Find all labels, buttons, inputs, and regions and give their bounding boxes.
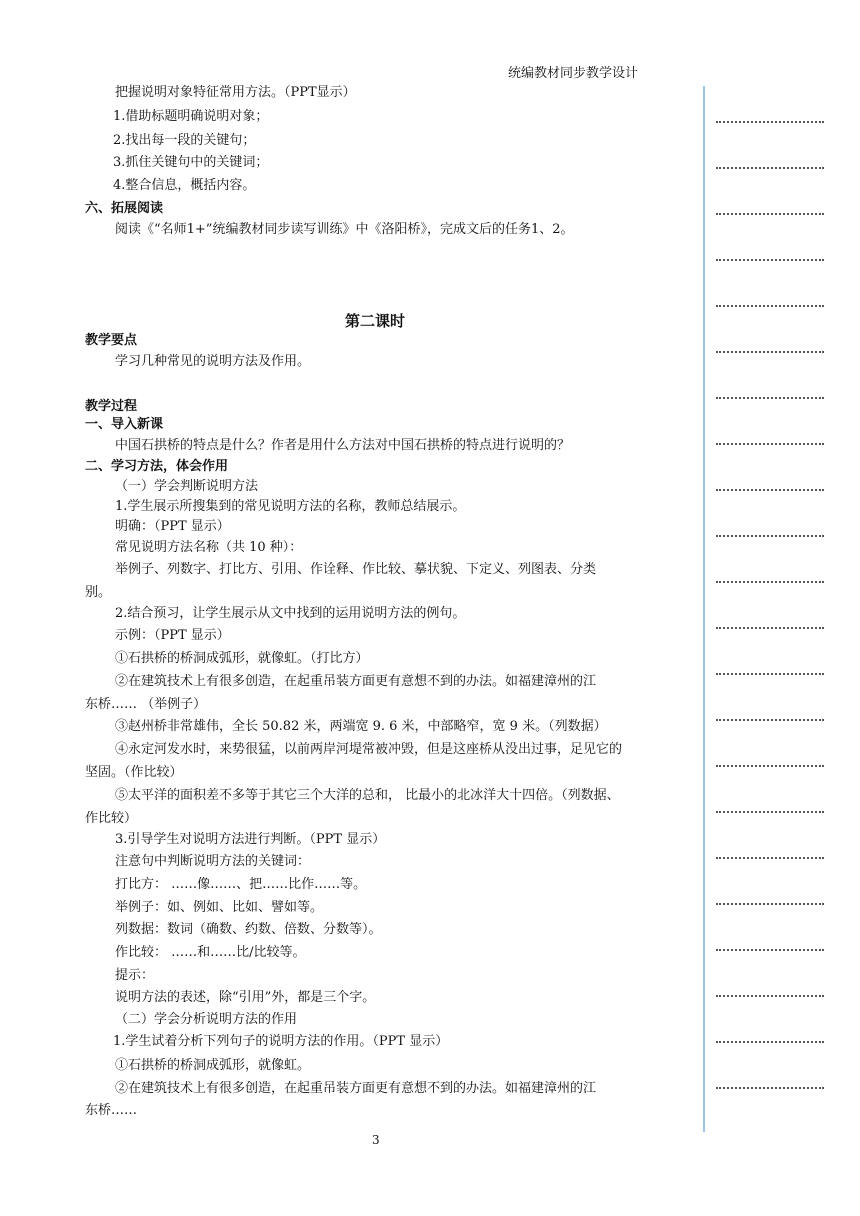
dotted-note-line	[716, 1087, 824, 1089]
text-line: 1.学生试着分析下列句子的说明方法的作用。（PPT 显示）	[113, 1034, 449, 1049]
dotted-note-line	[716, 305, 824, 307]
text-line: ③赵州桥非常雄伟，全长 50.82 米，两端宽 9. 6 米，中部略窄，宽 9 米。（列数据）	[115, 719, 607, 734]
dotted-note-line	[716, 121, 824, 123]
dotted-note-line	[716, 995, 824, 997]
text-line: 2.找出每一段的关键句；	[113, 133, 256, 148]
document-header: 统编教材同步教学设计	[508, 66, 639, 81]
text-line: 4.整合信息，概括内容。	[113, 178, 256, 193]
text-line: 学习几种常见的说明方法及作用。	[115, 354, 311, 369]
dotted-note-line	[716, 903, 824, 905]
text-line: 1.学生展示所搜集到的常见说明方法的名称，教师总结展示。	[115, 499, 466, 514]
text-line: （二）学会分析说明方法的作用	[115, 1012, 298, 1027]
text-line: 作比较： ……和……比/比较等。	[115, 945, 306, 960]
section-heading: 一、导入新课	[85, 417, 164, 432]
text-line: ①石拱桥的桥洞成弧形，就像虹。	[115, 1058, 311, 1073]
text-line: 阅读《“名师1+”统编教材同步读写训练》中《洛阳桥》，完成文后的任务1、2。	[115, 222, 574, 237]
dotted-note-line	[716, 535, 824, 537]
dotted-note-line	[716, 489, 824, 491]
text-line: 打比方： ……像……、把……比作……等。	[115, 877, 367, 892]
dotted-note-line	[716, 167, 824, 169]
text-line: 别。	[85, 585, 112, 600]
text-line: 东桥……	[85, 1103, 138, 1118]
section-heading: 教学过程	[85, 399, 138, 414]
dotted-note-line	[716, 443, 824, 445]
text-line: 列数据：数词（确数、约数、倍数、分数等）。	[115, 922, 382, 937]
text-line: ①石拱桥的桥洞成弧形，就像虹。（打比方）	[115, 651, 369, 666]
text-line: 说明方法的表述，除“引用”外，都是三个字。	[115, 990, 376, 1005]
text-line: 3.引导学生对说明方法进行判断。（PPT 显示）	[115, 832, 386, 847]
text-line: 3.抓住关键句中的关键词；	[113, 155, 269, 170]
dotted-note-line	[716, 765, 824, 767]
dotted-note-line	[716, 351, 824, 353]
text-line: 举例子：如、例如、比如、譬如等。	[115, 900, 324, 915]
text-line: 常见说明方法名称（共 10 种）：	[115, 540, 303, 555]
dotted-note-line	[716, 673, 824, 675]
dotted-note-line	[716, 811, 824, 813]
text-line: 中国石拱桥的特点是什么？作者是用什么方法对中国石拱桥的特点进行说明的？	[115, 438, 571, 453]
text-line: ②在建筑技术上有很多创造，在起重吊装方面更有意想不到的办法。如福建漳州的江	[115, 674, 597, 689]
page-number: 3	[372, 1133, 380, 1147]
dotted-note-line	[716, 857, 824, 859]
text-line: 举例子、列数字、打比方、引用、作诠释、作比较、摹状貌、下定义、列图表、分类	[115, 562, 597, 577]
dotted-note-line	[716, 627, 824, 629]
text-line: 1.借助标题明确说明对象；	[113, 109, 269, 124]
text-line: 坚固。（作比较）	[85, 765, 183, 780]
section-heading: 六、拓展阅读	[85, 201, 164, 216]
dotted-note-line	[716, 719, 824, 721]
dotted-note-line	[716, 949, 824, 951]
dotted-note-line	[716, 259, 824, 261]
text-line: 示例：（PPT 显示）	[115, 628, 230, 643]
text-line: 注意句中判断说明方法的关键词：	[115, 854, 311, 869]
margin-rule	[703, 86, 705, 1132]
section-heading: 教学要点	[85, 333, 138, 348]
text-line: 明确：（PPT 显示）	[115, 519, 230, 534]
text-line: ④永定河发水时，来势很猛，以前两岸河堤常被冲毁，但是这座桥从没出过事，足见它的	[115, 742, 623, 757]
dotted-note-line	[716, 213, 824, 215]
dotted-note-line	[716, 1041, 824, 1043]
text-line: 东桥…… （举例子）	[85, 697, 207, 712]
text-line: 提示：	[115, 968, 155, 983]
text-line: 作比较）	[85, 811, 138, 826]
text-line: 把握说明对象特征常用方法。（PPT显示）	[115, 85, 356, 100]
section-heading: 二、学习方法，体会作用	[85, 459, 229, 474]
text-line: 2.结合预习，让学生展示从文中找到的运用说明方法的例句。	[115, 606, 466, 621]
section-title: 第二课时	[345, 312, 406, 330]
text-line: （一）学会判断说明方法	[115, 479, 259, 494]
text-line: ⑤太平洋的面积差不多等于其它三个大洋的总和， 比最小的北冰洋大十四倍。（列数据、	[115, 788, 620, 803]
dotted-note-line	[716, 581, 824, 583]
text-line: ②在建筑技术上有很多创造，在起重吊装方面更有意想不到的办法。如福建漳州的江	[115, 1081, 597, 1096]
dotted-note-line	[716, 397, 824, 399]
